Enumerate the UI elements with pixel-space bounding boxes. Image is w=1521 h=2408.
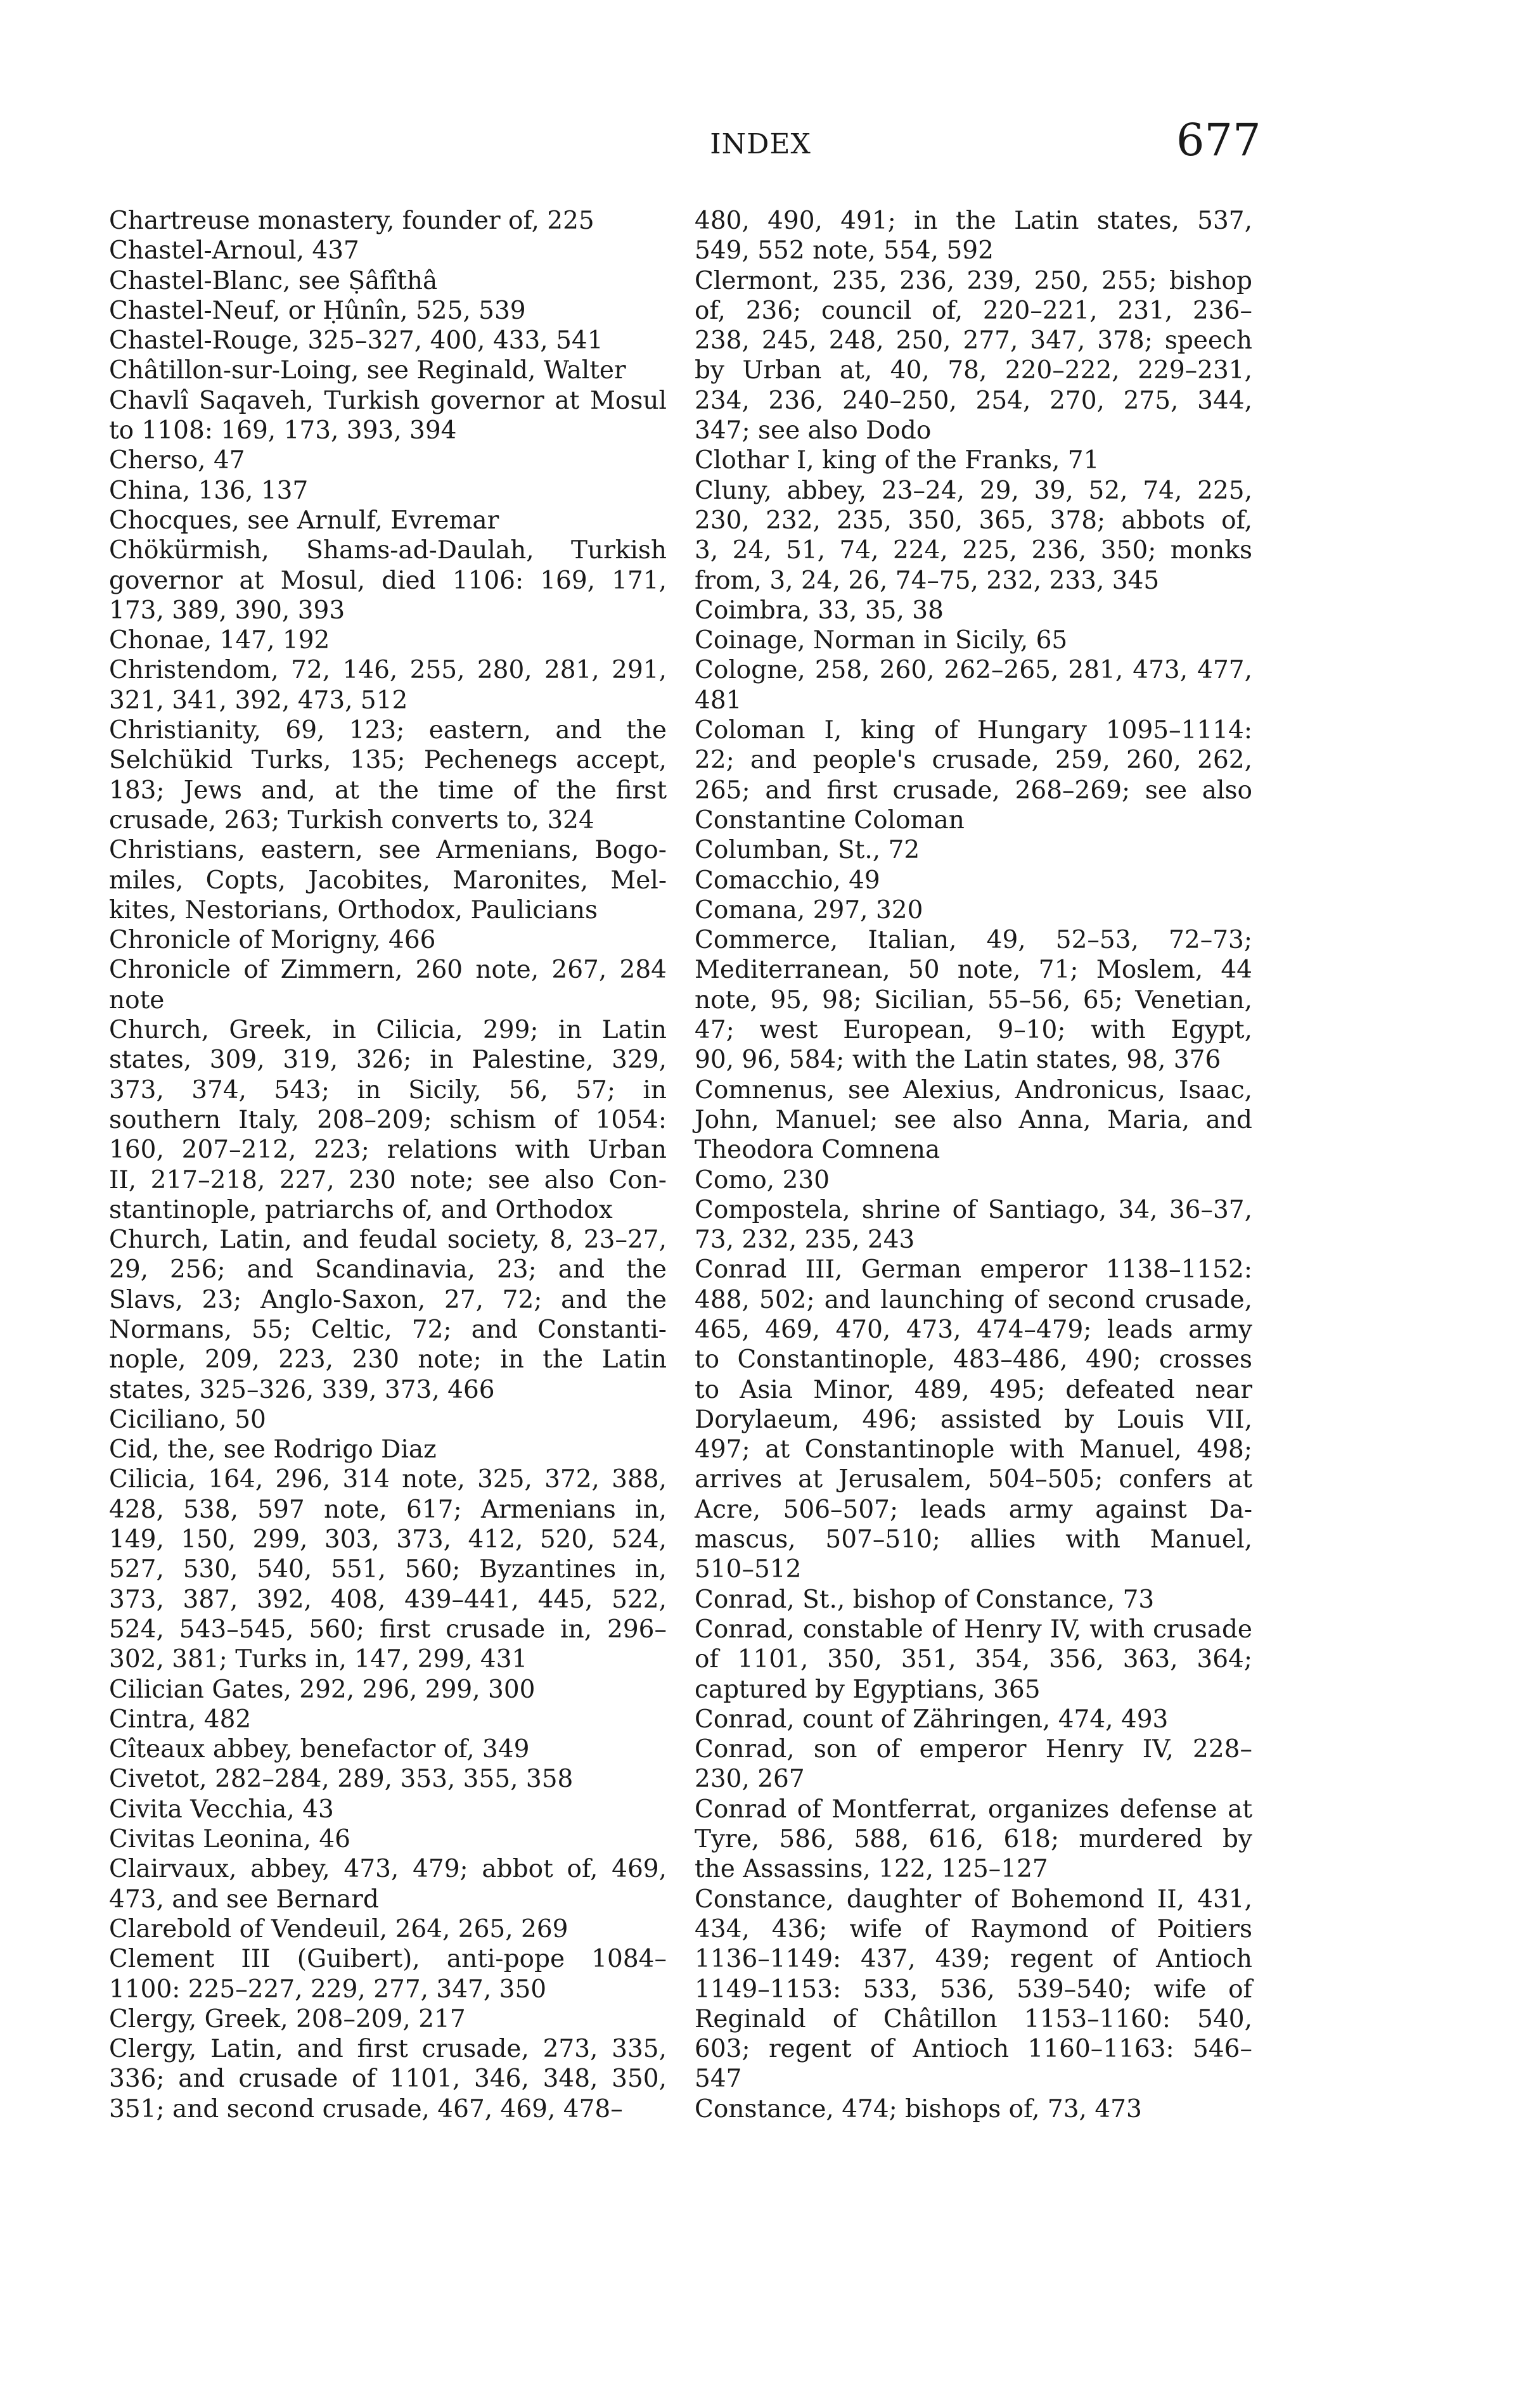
index-entry-line: captured by Egyptians, 365 xyxy=(695,1675,1041,1704)
index-entry-line: 1100: 225–227, 229, 277, 347, 350 xyxy=(109,1975,547,2004)
index-entry-line: 373, 387, 392, 408, 439–441, 445, 522, xyxy=(109,1585,667,1614)
index-entry-line: 302, 381; Turks in, 147, 299, 431 xyxy=(109,1645,528,1674)
index-entry-line: Cologne, 258, 260, 262–265, 281, 473, 477, xyxy=(695,656,1252,685)
index-entry-line: 173, 389, 390, 393 xyxy=(109,596,345,625)
index-entry xyxy=(695,266,1252,446)
index-entry-line: to Asia Minor, 489, 495; defeated near xyxy=(695,1375,1252,1404)
index-entry xyxy=(109,1405,667,1435)
index-entry xyxy=(109,386,667,446)
index-entry-line: 488, 502; and launching of second crusade, xyxy=(695,1285,1252,1314)
index-entry xyxy=(695,1615,1252,1705)
index-column-right xyxy=(695,206,1252,2124)
index-entry xyxy=(109,266,667,296)
index-entry-line: Clermont, 235, 236, 239, 250, 255; bishop xyxy=(695,266,1252,295)
index-entry xyxy=(109,1824,667,1854)
index-entry-line: Cilicia, 164, 296, 314 note, 325, 372, 388, xyxy=(109,1465,667,1494)
index-entry xyxy=(695,866,1252,895)
index-entry-line: Theodora Comnena xyxy=(695,1136,940,1165)
index-entry-line: Conrad, St., bishop of Constance, 73 xyxy=(695,1585,1155,1614)
index-entry-line: Clarebold of Vendeuil, 264, 265, 269 xyxy=(109,1914,568,1944)
index-entry-line: 510–512 xyxy=(695,1555,802,1584)
index-entry-line: 549, 552 note, 554, 592 xyxy=(695,236,994,266)
index-entry xyxy=(695,476,1252,596)
index-entry xyxy=(109,955,667,1015)
index-entry-line: miles, Copts, Jacobites, Maronites, Mel- xyxy=(109,866,667,895)
index-entry xyxy=(695,655,1252,715)
index-entry xyxy=(695,1885,1252,2094)
index-entry-line: 434, 436; wife of Raymond of Poitiers xyxy=(695,1914,1252,1944)
index-entry xyxy=(695,925,1252,1075)
index-entry-line: 547 xyxy=(695,2065,742,2094)
index-entry-line: Conrad III, German emperor 1138–1152: xyxy=(695,1255,1252,1284)
index-entry-line: of, 236; council of, 220–221, 231, 236– xyxy=(695,296,1252,325)
index-entry xyxy=(109,1705,667,1734)
index-entry xyxy=(109,655,667,715)
index-entry-line: Conrad, count of Zähringen, 474, 493 xyxy=(695,1705,1169,1734)
index-entry xyxy=(109,2034,667,2124)
index-entry xyxy=(109,1435,667,1464)
index-entry-line: Chartreuse monastery, founder of, 225 xyxy=(109,207,594,235)
index-entry-line: Chavlî Saqaveh, Turkish governor at Mosul xyxy=(109,386,667,415)
index-entry-line: Constance, daughter of Bohemond II, 431, xyxy=(695,1885,1252,1914)
index-entry-line: Comana, 297, 320 xyxy=(695,895,923,925)
index-entry xyxy=(109,1675,667,1705)
index-entry xyxy=(695,445,1252,475)
index-entry-line: Cîteaux abbey, benefactor of, 349 xyxy=(109,1735,530,1764)
index-entry xyxy=(109,1795,667,1824)
index-entry xyxy=(109,1225,667,1405)
index-entry-line: states, 309, 319, 326; in Palestine, 329, xyxy=(109,1046,667,1075)
index-entry xyxy=(109,476,667,506)
index-entry-line: of 1101, 350, 351, 354, 356, 363, 364; xyxy=(695,1645,1252,1674)
index-entry-line: Mediterranean, 50 note, 71; Moslem, 44 xyxy=(695,956,1252,985)
index-entry-line: Chastel-Neuf, or Ḥûnîn, 525, 539 xyxy=(109,296,526,325)
index-entry-line: Châtillon-sur-Loing, see Reginald, Walter xyxy=(109,356,626,385)
index-entry-line: Christianity, 69, 123; eastern, and the xyxy=(109,716,667,745)
index-entry xyxy=(109,925,667,955)
index-entry-line: 480, 490, 491; in the Latin states, 537, xyxy=(695,207,1252,235)
index-entry-line: 22; and people's crusade, 259, 260, 262, xyxy=(695,746,1252,775)
index-entry xyxy=(109,1764,667,1794)
index-entry-line: by Urban at, 40, 78, 220–222, 229–231, xyxy=(695,356,1252,385)
index-entry-line: Conrad, constable of Henry IV, with crusade xyxy=(695,1615,1252,1644)
index-entry-line: note, 95, 98; Sicilian, 55–56, 65; Venetian, xyxy=(695,985,1252,1015)
index-entry-line: Constance, 474; bishops of, 73, 473 xyxy=(695,2094,1142,2123)
index-entry-line: 160, 207–212, 223; relations with Urban xyxy=(109,1136,667,1165)
index-entry-line: from, 3, 24, 26, 74–75, 232, 233, 345 xyxy=(695,566,1160,595)
index-entry-line: Clergy, Greek, 208–209, 217 xyxy=(109,2004,466,2033)
index-entry-line: Church, Latin, and feudal society, 8, 23–27, xyxy=(109,1226,667,1255)
index-entry xyxy=(109,236,667,266)
index-entry-line: note xyxy=(109,985,165,1015)
index-entry xyxy=(695,1195,1252,1255)
index-entry-line: Constantine Coloman xyxy=(695,805,965,835)
index-entry-line: 1149–1153: 533, 536, 539–540; wife of xyxy=(695,1975,1252,2004)
index-entry xyxy=(695,625,1252,655)
index-entry-line: 351; and second crusade, 467, 469, 478– xyxy=(109,2094,623,2123)
index-entry-line: Coloman I, king of Hungary 1095–1114: xyxy=(695,716,1252,745)
index-entry-line: China, 136, 137 xyxy=(109,476,309,505)
index-entry-line: Coimbra, 33, 35, 38 xyxy=(695,596,944,625)
index-entry-line: 234, 236, 240–250, 254, 270, 275, 344, xyxy=(695,386,1252,415)
index-entry-line: Chastel-Arnoul, 437 xyxy=(109,236,359,266)
index-entry xyxy=(109,506,667,535)
index-entry xyxy=(695,1255,1252,1584)
index-entry xyxy=(695,1734,1252,1795)
index-entry-line: Dorylaeum, 496; assisted by Louis VII, xyxy=(695,1405,1252,1434)
index-entry-line: Cluny, abbey, 23–24, 29, 39, 52, 74, 225, xyxy=(695,476,1252,505)
index-entry xyxy=(109,1854,667,1914)
index-entry-line: Chökürmish, Shams-ad-Daulah, Turkish xyxy=(109,536,667,565)
index-entry-line: 183; Jews and, at the time of the first xyxy=(109,776,667,805)
index-entry-line: Selchükid Turks, 135; Pechenegs accept, xyxy=(109,746,667,775)
index-column-left xyxy=(109,206,667,2124)
index-entry-line: Clairvaux, abbey, 473, 479; abbot of, 469, xyxy=(109,1855,667,1884)
index-entry-line: Cintra, 482 xyxy=(109,1705,252,1734)
index-entry xyxy=(695,206,1252,266)
index-entry-line: Clergy, Latin, and first crusade, 273, 335, xyxy=(109,2035,667,2064)
index-entry-line: 90, 96, 584; with the Latin states, 98, 376 xyxy=(695,1046,1221,1075)
index-entry-line: Chronicle of Morigny, 466 xyxy=(109,926,436,955)
index-entry-line: 481 xyxy=(695,686,742,715)
index-entry xyxy=(109,715,667,835)
index-entry xyxy=(695,895,1252,925)
index-entry-line: Ciciliano, 50 xyxy=(109,1405,266,1434)
index-entry xyxy=(695,1705,1252,1734)
index-entry-line: 149, 150, 299, 303, 373, 412, 520, 524, xyxy=(109,1525,667,1554)
index-entry-line: Chronicle of Zimmern, 260 note, 267, 284 xyxy=(109,956,667,985)
index-entry-line: Cilician Gates, 292, 296, 299, 300 xyxy=(109,1675,536,1704)
index-entry xyxy=(109,1944,667,2004)
index-entry-line: 527, 530, 540, 551, 560; Byzantines in, xyxy=(109,1555,667,1584)
index-entry-line: Chastel-Blanc, see Ṣâfîthâ xyxy=(109,266,438,295)
index-entry-line: 3, 24, 51, 74, 224, 225, 236, 350; monks xyxy=(695,536,1252,565)
index-entry-line: southern Italy, 208–209; schism of 1054: xyxy=(109,1105,667,1134)
index-entry-line: John, Manuel; see also Anna, Maria, and xyxy=(695,1105,1252,1134)
index-entry-line: Civita Vecchia, 43 xyxy=(109,1795,334,1824)
index-entry-line: 524, 543–545, 560; first crusade in, 296– xyxy=(109,1615,667,1644)
index-entry xyxy=(695,1585,1252,1615)
index-entry xyxy=(109,206,667,236)
index-entry-line: Civitas Leonina, 46 xyxy=(109,1825,350,1854)
index-entry xyxy=(695,1795,1252,1885)
index-entry xyxy=(109,1914,667,1944)
index-entry xyxy=(695,835,1252,865)
index-entry xyxy=(109,296,667,326)
index-entry xyxy=(695,596,1252,625)
index-entry xyxy=(109,326,667,355)
index-entry-line: Coinage, Norman in Sicily, 65 xyxy=(695,626,1068,655)
index-entry-line: Normans, 55; Celtic, 72; and Constanti- xyxy=(109,1315,667,1344)
index-entry xyxy=(109,1734,667,1764)
index-entry-line: Conrad, son of emperor Henry IV, 228– xyxy=(695,1735,1252,1764)
index-entry-line: Church, Greek, in Cilicia, 299; in Latin xyxy=(109,1016,667,1045)
index-entry xyxy=(109,835,667,925)
index-entry-line: states, 325–326, 339, 373, 466 xyxy=(109,1375,495,1404)
index-entry-line: 321, 341, 392, 473, 512 xyxy=(109,686,408,715)
index-entry-line: Christendom, 72, 146, 255, 280, 281, 291, xyxy=(109,656,667,685)
index-entry-line: 230, 232, 235, 350, 365, 378; abbots of, xyxy=(695,506,1252,535)
index-entry-line: 265; and first crusade, 268–269; see also xyxy=(695,776,1252,805)
index-entry xyxy=(109,625,667,655)
index-entry-line: 373, 374, 543; in Sicily, 56, 57; in xyxy=(109,1075,667,1105)
index-entry-line: 29, 256; and Scandinavia, 23; and the xyxy=(109,1255,667,1284)
index-entry-line: Clement III (Guibert), anti-pope 1084– xyxy=(109,1945,667,1974)
index-entry-line: 428, 538, 597 note, 617; Armenians in, xyxy=(109,1495,667,1524)
index-entry xyxy=(695,1075,1252,1165)
index-entry-line: 347; see also Dodo xyxy=(695,416,932,445)
index-entry-line: Tyre, 586, 588, 616, 618; murdered by xyxy=(695,1825,1252,1854)
index-entry-line: Clothar I, king of the Franks, 71 xyxy=(695,446,1100,475)
index-entry-line: 465, 469, 470, 473, 474–479; leads army xyxy=(695,1315,1252,1344)
index-entry-line: II, 217–218, 227, 230 note; see also Con- xyxy=(109,1165,667,1194)
index-entry-line: Conrad of Montferrat, organizes defense at xyxy=(695,1795,1252,1824)
index-entry-line: 230, 267 xyxy=(695,1765,805,1794)
page-number: 677 xyxy=(1176,114,1261,166)
index-entry-line: 1136–1149: 437, 439; regent of Antioch xyxy=(695,1945,1252,1974)
index-entry xyxy=(109,355,667,385)
index-entry-line: Chastel-Rouge, 325–327, 400, 433, 541 xyxy=(109,326,603,355)
index-entry-line: Reginald of Châtillon 1153–1160: 540, xyxy=(695,2004,1252,2033)
index-entry-line: stantinople, patriarchs of, and Orthodox xyxy=(109,1195,613,1224)
index-entry xyxy=(109,535,667,625)
index-entry-line: Christians, eastern, see Armenians, Bogo- xyxy=(109,836,667,865)
index-entry-line: Slavs, 23; Anglo-Saxon, 27, 72; and the xyxy=(109,1285,667,1314)
index-entry-line: crusade, 263; Turkish converts to, 324 xyxy=(109,805,594,835)
index-entry-line: Compostela, shrine of Santiago, 34, 36–37, xyxy=(695,1195,1252,1224)
index-entry-line: arrives at Jerusalem, 504–505; confers at xyxy=(695,1465,1252,1494)
index-entry xyxy=(109,1464,667,1674)
index-entry xyxy=(695,715,1252,835)
index-entry xyxy=(695,2094,1252,2124)
index-entry-line: 603; regent of Antioch 1160–1163: 546– xyxy=(695,2035,1252,2064)
index-entry-line: Columban, St., 72 xyxy=(695,836,920,865)
index-entry-line: 336; and crusade of 1101, 346, 348, 350, xyxy=(109,2065,667,2094)
index-entry-line: Chonae, 147, 192 xyxy=(109,626,330,655)
index-entry-line: Comacchio, 49 xyxy=(695,866,880,895)
index-entry-line: Civetot, 282–284, 289, 353, 355, 358 xyxy=(109,1765,574,1794)
index-entry-line: nople, 209, 223, 230 note; in the Latin xyxy=(109,1345,667,1374)
index-entry xyxy=(109,445,667,475)
index-entry-line: kites, Nestorians, Orthodox, Paulicians xyxy=(109,895,598,925)
index-entry-line: to 1108: 169, 173, 393, 394 xyxy=(109,416,457,445)
index-entry-line: 73, 232, 235, 243 xyxy=(695,1226,915,1255)
running-head: INDEX xyxy=(710,128,811,160)
index-entry-line: mascus, 507–510; allies with Manuel, xyxy=(695,1525,1252,1554)
index-entry-line: Commerce, Italian, 49, 52–53, 72–73; xyxy=(695,926,1252,955)
index-entry-line: governor at Mosul, died 1106: 169, 171, xyxy=(109,566,667,595)
index-entry-line: 497; at Constantinople with Manuel, 498; xyxy=(695,1435,1252,1464)
index-entry-line: Como, 230 xyxy=(695,1165,830,1194)
index-entry-line: Cherso, 47 xyxy=(109,446,245,475)
index-entry-line: 238, 245, 248, 250, 277, 347, 378; speech xyxy=(695,326,1252,355)
index-entry xyxy=(109,1015,667,1225)
index-entry-line: Acre, 506–507; leads army against Da- xyxy=(695,1495,1252,1524)
index-entry-line: the Assassins, 122, 125–127 xyxy=(695,1855,1048,1884)
index-entry-line: 473, and see Bernard xyxy=(109,1885,379,1914)
index-entry-line: Chocques, see Arnulf, Evremar xyxy=(109,506,499,535)
index-entry-line: Cid, the, see Rodrigo Diaz xyxy=(109,1435,437,1464)
index-entry-line: 47; west European, 9–10; with Egypt, xyxy=(695,1016,1252,1045)
index-entry xyxy=(109,2004,667,2034)
index-entry xyxy=(695,1165,1252,1195)
index-entry-line: to Constantinople, 483–486, 490; crosses xyxy=(695,1345,1252,1374)
index-entry-line: Comnenus, see Alexius, Andronicus, Isaac, xyxy=(695,1075,1252,1105)
